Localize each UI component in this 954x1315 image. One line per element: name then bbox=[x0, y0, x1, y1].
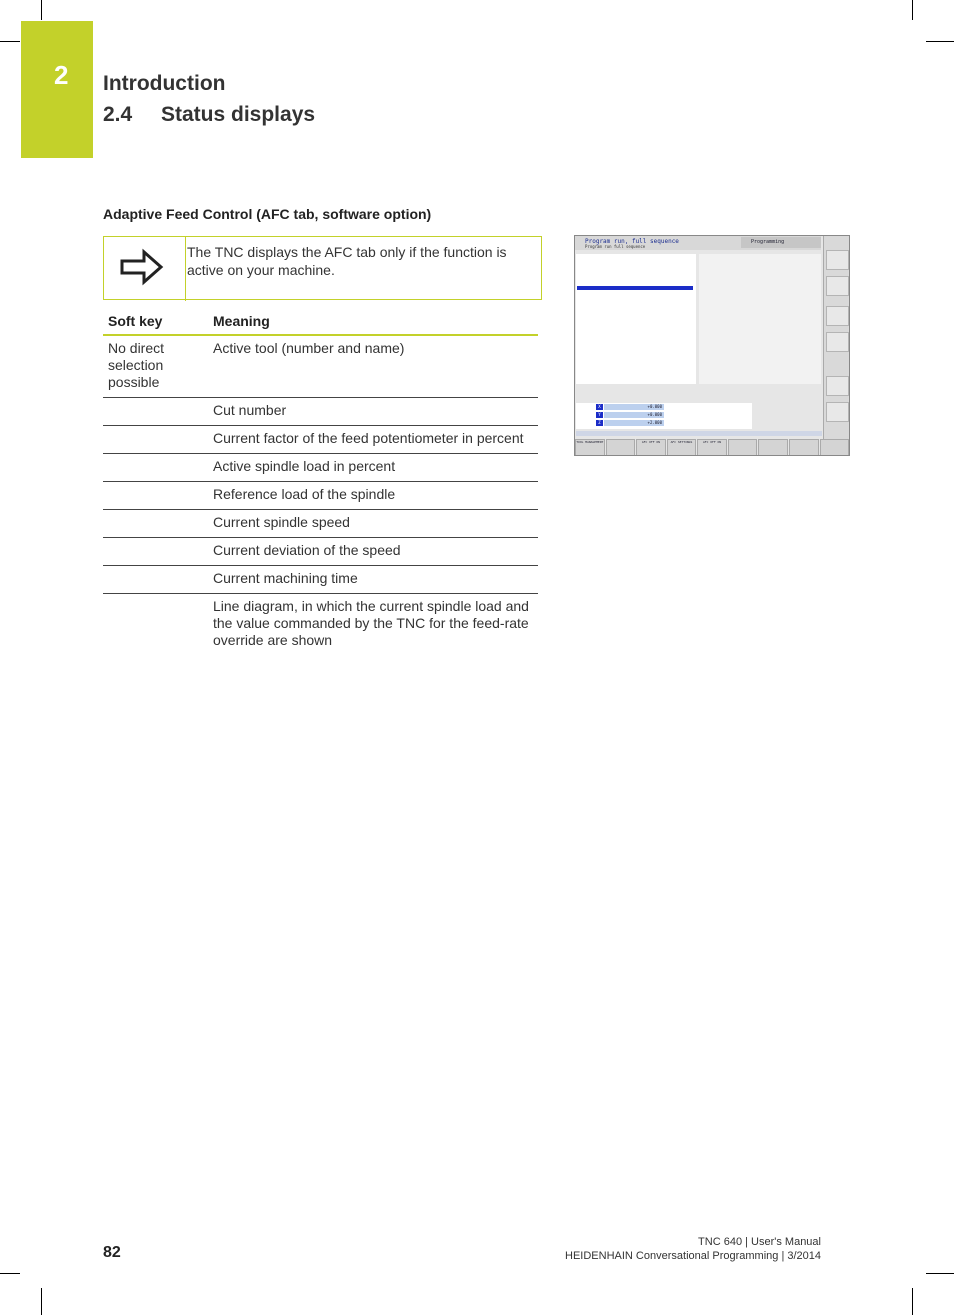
screen-side-button bbox=[826, 306, 849, 326]
screen-softkey: AFC OFF ON bbox=[697, 439, 727, 456]
note-box bbox=[103, 236, 542, 300]
screen-side-button bbox=[826, 402, 849, 422]
screen-softkey bbox=[758, 439, 788, 456]
softkey-cell bbox=[103, 398, 208, 426]
screen-axis-value: +0.000 bbox=[604, 404, 664, 410]
table-row bbox=[103, 538, 538, 566]
screen-side-button bbox=[826, 276, 849, 296]
screen-side-softkeys bbox=[823, 236, 850, 439]
meaning-cell: Cut number bbox=[208, 398, 538, 426]
crop-mark bbox=[41, 0, 42, 20]
screen-mode-label: Programming bbox=[741, 237, 821, 248]
softkey-cell bbox=[103, 510, 208, 538]
column-header-meaning: Meaning bbox=[208, 309, 538, 335]
table-row bbox=[103, 594, 538, 656]
screen-softkey bbox=[606, 439, 636, 456]
screen-softkey: TOOL MANAGEMENT bbox=[575, 439, 605, 456]
meaning-cell: Reference load of the spindle bbox=[208, 482, 538, 510]
page-number: 82 bbox=[103, 1244, 121, 1261]
screen-position-row bbox=[596, 412, 746, 418]
softkey-table bbox=[103, 309, 538, 655]
screen-position-row bbox=[596, 404, 746, 410]
screen-side-button bbox=[826, 250, 849, 270]
screen-header-subtitle: Program run full sequence bbox=[585, 244, 646, 249]
screen-position-display bbox=[576, 403, 752, 429]
footer-text bbox=[565, 1235, 821, 1263]
screen-selected-line bbox=[577, 286, 693, 290]
crop-mark bbox=[0, 41, 20, 42]
screen-header bbox=[575, 236, 821, 250]
section-number: 2.4 bbox=[103, 103, 133, 126]
meaning-cell: Current factor of the feed potentiometer in percent bbox=[208, 426, 538, 454]
screen-softkey: AFC OFF ON bbox=[636, 439, 666, 456]
softkey-cell: No direct selection possible bbox=[103, 335, 208, 398]
softkey-cell bbox=[103, 594, 208, 656]
footer-line-publisher: HEIDENHAIN Conversational Programming | 3/2014 bbox=[565, 1250, 821, 1262]
crop-mark bbox=[41, 1288, 42, 1315]
section-title bbox=[103, 103, 315, 127]
meaning-cell: Line diagram, in which the current spindle load and the value commanded by the TNC for the feed-rate override are shown bbox=[213, 598, 529, 648]
table-header-row bbox=[103, 309, 538, 335]
screen-info-bar bbox=[576, 431, 822, 436]
softkey-cell bbox=[103, 454, 208, 482]
table-row bbox=[103, 566, 538, 594]
meaning-cell: Current deviation of the speed bbox=[208, 538, 538, 566]
crop-mark bbox=[926, 41, 954, 42]
softkey-cell bbox=[103, 566, 208, 594]
screen-position-row bbox=[596, 420, 746, 426]
screen-axis-label: Y bbox=[596, 412, 603, 418]
table-row bbox=[103, 510, 538, 538]
table-row bbox=[103, 454, 538, 482]
crop-mark bbox=[912, 0, 913, 20]
softkey-cell bbox=[103, 426, 208, 454]
meaning-cell: Active tool (number and name) bbox=[208, 335, 538, 398]
screen-side-button bbox=[826, 376, 849, 396]
screen-header-title: Program run, full sequence bbox=[585, 238, 679, 245]
meaning-cell: Active spindle load in percent bbox=[208, 454, 538, 482]
chapter-number: 2 bbox=[54, 60, 69, 90]
screen-status-pane bbox=[699, 254, 821, 384]
sub-heading: Adaptive Feed Control (AFC tab, software option) bbox=[103, 206, 432, 222]
softkey-cell bbox=[103, 538, 208, 566]
screen-axis-label: Z bbox=[596, 420, 603, 426]
section-label: Status displays bbox=[161, 103, 316, 126]
table-row bbox=[103, 426, 538, 454]
screen-softkey bbox=[728, 439, 758, 456]
softkey-cell bbox=[103, 482, 208, 510]
crop-mark bbox=[0, 1273, 20, 1274]
screen-axis-label: X bbox=[596, 404, 603, 410]
table-row bbox=[103, 335, 538, 398]
table-row bbox=[103, 398, 538, 426]
table-row bbox=[103, 482, 538, 510]
meaning-cell: Current spindle speed bbox=[208, 510, 538, 538]
footer-line-manual: TNC 640 | User's Manual bbox=[698, 1236, 821, 1248]
screen-softkey bbox=[820, 439, 850, 456]
arrow-right-icon bbox=[118, 245, 166, 289]
chapter-title: Introduction bbox=[103, 72, 226, 95]
meaning-cell: Current machining time bbox=[208, 566, 538, 594]
screen-axis-value: +2.000 bbox=[604, 420, 664, 426]
note-text: The TNC displays the AFC tab only if the function is active on your machine. bbox=[187, 244, 507, 278]
crop-mark bbox=[912, 1288, 913, 1315]
crop-mark bbox=[926, 1273, 954, 1274]
screen-softkey: AFC SETTINGS bbox=[667, 439, 697, 456]
screen-axis-value: +0.000 bbox=[604, 412, 664, 418]
screen-side-button bbox=[826, 332, 849, 352]
screen-program-pane bbox=[576, 254, 696, 384]
screen-softkey-bar bbox=[575, 439, 849, 456]
screen-softkey bbox=[789, 439, 819, 456]
tnc-screenshot bbox=[574, 235, 850, 456]
column-header-softkey: Soft key bbox=[103, 309, 208, 335]
note-divider bbox=[185, 237, 186, 301]
